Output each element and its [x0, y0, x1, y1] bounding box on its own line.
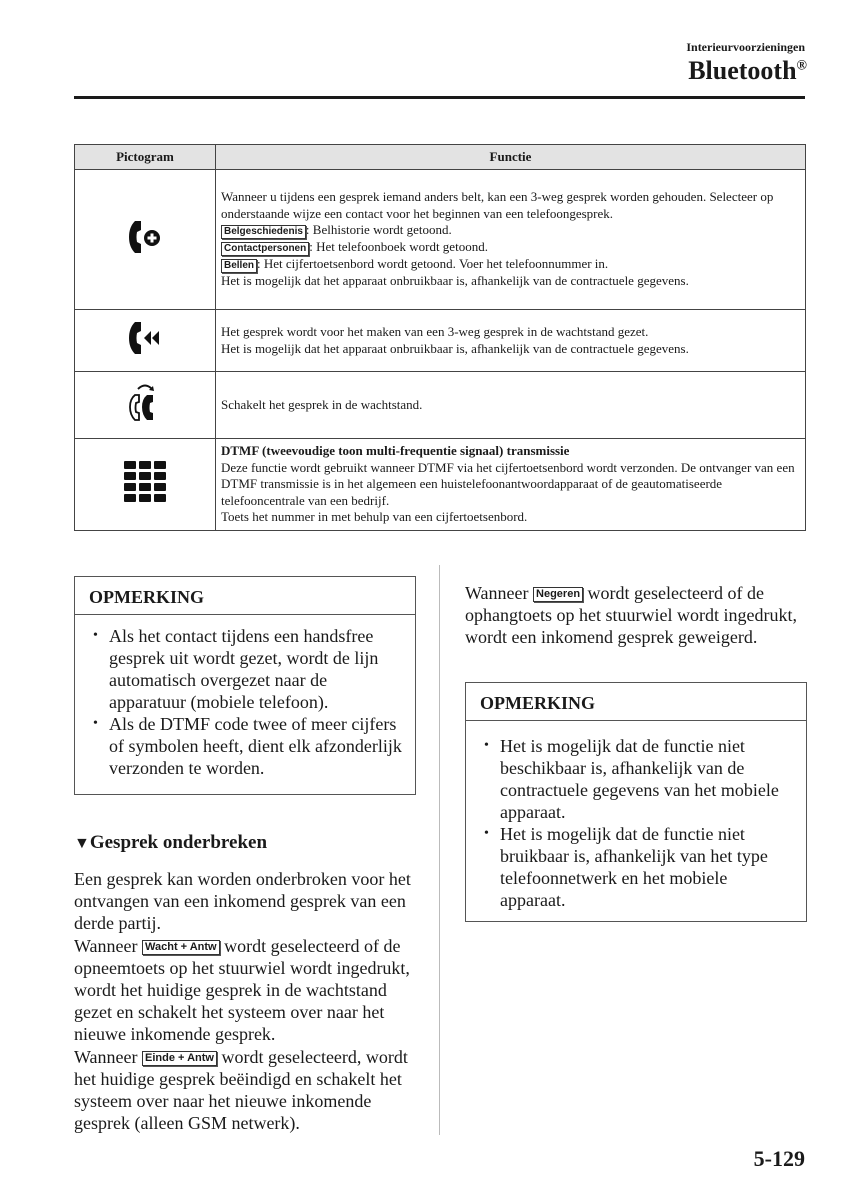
dtmf-title: DTMF (tweevoudige toon multi-frequentie signaal) transmissie [221, 443, 570, 458]
hold-answer-button[interactable]: Wacht + Antw [142, 940, 220, 955]
option-text: : Het telefoonboek wordt getoond. [309, 239, 488, 255]
note-box-right [465, 682, 807, 922]
table-row [75, 439, 806, 531]
note-item: • Als het contact tijdens een handsfree gesprek uit wordt gezet, wordt de lijn automatisch overgezet naar de apparatuur (mobiele telefoon). [75, 625, 415, 713]
para-text: wordt geselecteerd of de opneemtoets op het stuurwiel wordt ingedrukt, wordt het huidige gesprek in de wachtstand gezet en schakelt het systeem over naar het nieuwe inkomende gesprek. [74, 935, 410, 1045]
dial-button[interactable]: Bellen [221, 259, 257, 273]
dtmf-description: Deze functie wordt gebruikt wanneer DTMF via het cijfertoetsenbord wordt verzonden. De ontvanger van een DTMF transmissie is in het algemeen een huistelefoonantwoordapparaat of de geautomatiseerde telefooncentrale van een bedrijf. [221, 459, 795, 508]
keypad-icon [124, 461, 166, 503]
column-divider [439, 565, 440, 1135]
pictogram-cell [75, 372, 216, 439]
dtmf-instruction: Toets het nummer in met behulp van een cijfertoetsenbord. [221, 509, 528, 524]
header-pictogram: Pictogram [75, 145, 216, 170]
pictogram-cell [75, 310, 216, 372]
section-heading [74, 832, 267, 854]
table-row [75, 310, 806, 372]
section-label: Interieurvoorzieningen [686, 40, 805, 54]
triangle-marker-icon: ▼ [74, 835, 90, 852]
function-cell [216, 170, 806, 310]
para-text: Wanneer [74, 935, 143, 956]
ignore-button[interactable]: Negeren [533, 587, 583, 602]
option-line [221, 239, 800, 256]
reject-paragraph [465, 582, 810, 649]
interrupt-intro: Een gesprek kan worden onderbroken voor het ontvangen van een inkomend gesprek van een derde partij. [74, 869, 411, 934]
note-box-left [74, 576, 416, 795]
table-header-row [75, 145, 806, 170]
phone-swap-icon [127, 381, 163, 425]
availability-note: Het is mogelijk dat het apparaat onbruikbaar is, afhankelijk van de contractuele gegevens. [221, 340, 689, 356]
note-heading: OPMERKING [466, 683, 806, 721]
function-cell [216, 310, 806, 372]
hold-description: Het gesprek wordt voor het maken van een 3-weg gesprek in de wachtstand gezet. [221, 324, 649, 339]
swap-description: Schakelt het gesprek in de wachtstand. [221, 396, 423, 412]
call-history-button[interactable]: Belgeschiedenis [221, 225, 306, 239]
option-line [221, 222, 800, 239]
header-rule [74, 96, 805, 99]
pictogram-table [74, 144, 806, 531]
phone-hold-arrows-icon [127, 319, 163, 357]
para-text: Wanneer [465, 583, 534, 603]
section-heading-text: Gesprek onderbreken [89, 832, 268, 853]
option-text: : Belhistorie wordt getoond. [305, 222, 452, 238]
note-list [466, 721, 806, 911]
para-text: wordt geselecteerd, wordt het huidige gesprek beëindigd en schakelt het systeem over naar het nieuwe inkomende gesprek (alleen GSM netwerk). [74, 1046, 408, 1134]
function-cell [216, 439, 806, 531]
contacts-button[interactable]: Contactpersonen [221, 242, 309, 256]
availability-note: Het is mogelijk dat het apparaat onbruikbaar is, afhankelijk van de contractuele gegevens. [221, 273, 689, 289]
para-text: Wanneer [74, 1046, 143, 1067]
pictogram-cell [75, 439, 216, 531]
function-cell [216, 372, 806, 439]
note-item: • Het is mogelijk dat de functie niet beschikbaar is, afhankelijk van de contractuele gegevens van het mobiele apparaat. [466, 735, 806, 823]
table-row [75, 170, 806, 310]
pictogram-cell [75, 170, 216, 310]
note-list [75, 615, 415, 779]
registered-mark: ® [796, 58, 807, 74]
interrupt-paragraph [74, 868, 419, 1134]
table-row [75, 372, 806, 439]
page-number: 5-129 [753, 1146, 805, 1171]
option-text: : Het cijfertoetsenbord wordt getoond. Voer het telefoonnummer in. [257, 256, 609, 272]
note-item: • Het is mogelijk dat de functie niet bruikbaar is, afhankelijk van het type telefoonnetwerk en het mobiele apparaat. [466, 823, 806, 911]
note-heading: OPMERKING [75, 577, 415, 615]
three-way-intro: Wanneer u tijdens een gesprek iemand anders belt, kan een 3-weg gesprek worden gehouden. Selecteer op onderstaande wijze een contact voor het beginnen van een telefoongesprek. [221, 189, 774, 221]
phone-plus-icon [127, 217, 163, 257]
note-item: • Als de DTMF code twee of meer cijfers of symbolen heeft, dient elk afzonderlijk verzonden te worden. [75, 713, 415, 779]
option-line [221, 256, 800, 273]
page-title-text: Bluetooth [688, 56, 797, 85]
para-text: wordt geselecteerd of de ophangtoets op het stuurwiel wordt ingedrukt, wordt een inkomend gesprek geweigerd. [465, 583, 797, 648]
header-function: Functie [216, 145, 806, 170]
end-answer-button[interactable]: Einde + Antw [142, 1051, 217, 1066]
page-title [688, 56, 807, 86]
